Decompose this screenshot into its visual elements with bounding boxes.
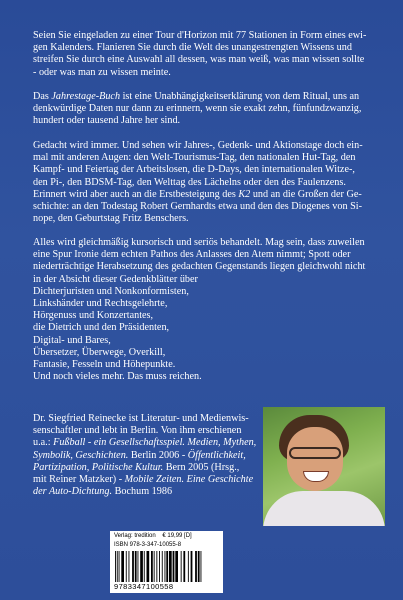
text-line: hundert oder tausend Jahre her sind. bbox=[33, 115, 181, 127]
barcode-bar bbox=[156, 551, 157, 582]
barcode-bar bbox=[126, 551, 127, 582]
publisher-price-line: Verlag: tredition € 19,99 [D] bbox=[114, 533, 192, 539]
barcode-bars bbox=[115, 551, 218, 582]
text-line: u.a.: Fußball - ein Gesellschaftsspiel. Medien, Mythen, bbox=[33, 437, 257, 449]
text-line: Übersetzer, Überwege, Overkill, bbox=[33, 346, 166, 358]
barcode-bar bbox=[162, 551, 163, 582]
barcode-bar bbox=[135, 551, 137, 582]
text-line: schichte: an den Todestag Robert Gernhardts etwa und den des Diogenes von Si- bbox=[33, 200, 362, 212]
barcode-bar bbox=[140, 551, 143, 582]
barcode-bar bbox=[115, 551, 116, 582]
barcode-bar bbox=[117, 551, 118, 582]
barcode-bar bbox=[173, 551, 175, 582]
gedacht-paragraph bbox=[33, 140, 378, 225]
text-line: Seien Sie eingeladen zu einer Tour d'Horizon mit 77 Stationen in Form eines ewi- bbox=[33, 30, 367, 41]
barcode-bar bbox=[147, 551, 150, 582]
text-line: streifen Sie durch eine Auswahl all dessen, was man weiß, was man wissen sollte bbox=[33, 54, 365, 66]
barcode-bar bbox=[121, 551, 124, 582]
barcode-bar bbox=[138, 551, 139, 582]
text-line: Und noch vieles mehr. Das muss reichen. bbox=[33, 371, 202, 383]
barcode-label bbox=[110, 531, 223, 593]
author-bio bbox=[33, 413, 263, 498]
text-line: Digital- und Bares, bbox=[33, 334, 111, 346]
barcode-bar bbox=[132, 551, 134, 582]
barcode-bar bbox=[183, 551, 185, 582]
barcode-bar bbox=[159, 551, 160, 582]
barcode-bar bbox=[151, 551, 153, 582]
barcode-bar bbox=[198, 551, 200, 582]
text-line: in der Absicht dieser Gedenkblätter über bbox=[33, 273, 198, 285]
barcode-bar bbox=[129, 551, 130, 582]
text-line: Symbolik, Geschichten. Berlin 2006 - Öffentlichkeit, bbox=[33, 449, 246, 461]
isbn-line: ISBN 978-3-347-10055-8 bbox=[114, 542, 182, 548]
text-line: niederträchtige Herabsetzung des gedachten Gegenstands liegen gleichwohl nicht bbox=[33, 261, 366, 273]
barcode-bar bbox=[119, 551, 120, 582]
photo-glasses bbox=[289, 447, 341, 459]
barcode-bar bbox=[201, 551, 202, 582]
text-line: Das Jahrestage-Buch ist eine Unabhängigkeitserklärung von dem Ritual, uns an bbox=[33, 91, 360, 102]
text-line: Gedacht wird immer. Und sehen wir Jahres-, Gedenk- und Aktionstage doch ein- bbox=[33, 140, 363, 151]
text-line: senschaftler und lebt in Berlin. Von ihm erschienen bbox=[33, 425, 242, 437]
barcode-bar bbox=[154, 551, 155, 582]
barcode-bar bbox=[175, 551, 178, 582]
text-line: den Pi-, den BDSM-Tag, den Welttag des Lächelns oder den des Faulenzens. bbox=[33, 176, 346, 188]
text-line: Fantasie, Fesseln und Höhepunkte. bbox=[33, 358, 176, 370]
text-line: die Dietrich und den Präsidenten, bbox=[33, 322, 170, 334]
text-line: Dr. Siegfried Reinecke ist Literatur- und Medienwis- bbox=[33, 413, 249, 424]
barcode-bar bbox=[191, 551, 193, 582]
barcode-bar bbox=[165, 551, 166, 582]
barcode-bar bbox=[166, 551, 168, 582]
text-line: Erinnert wird aber auch an die Erstbesteigung des K2 und an die Großen der Ge- bbox=[33, 188, 362, 200]
text-line: der Auto-Dichtung. Bochum 1986 bbox=[33, 486, 173, 498]
text-line: nope, den Geburtstag Fritz Benschers. bbox=[33, 213, 189, 225]
barcode-number: 9783347100558 bbox=[114, 582, 174, 591]
text-line: Dichterjuristen und Nonkonformisten, bbox=[33, 285, 189, 297]
barcode-bar bbox=[188, 551, 189, 582]
jahrestage-paragraph bbox=[33, 91, 378, 128]
text-line: mit Reiner Matzker) - Mobile Zeiten. Eine Geschichte bbox=[33, 473, 254, 485]
text-line: Kampf- und Feiertag der Arbeitslosen, die D-Days, den internationalen Witze-, bbox=[33, 164, 355, 176]
barcode-bar bbox=[144, 551, 145, 582]
text-line: - oder was man zu wissen meinte. bbox=[33, 66, 171, 78]
barcode-bar bbox=[169, 551, 172, 582]
text-line: eine Spur Ironie dem echten Pathos des Anlasses den Atem nimmt; Spott oder bbox=[33, 249, 351, 261]
author-photo bbox=[263, 407, 385, 526]
text-line: mal mit anderen Augen: den Welt-Tourismus-Tag, den nationalen Hut-Tag, den bbox=[33, 152, 356, 164]
text-line: Alles wird gleichmäßig kursorisch und seriös behandelt. Mag sein, dass zuweilen bbox=[33, 237, 365, 248]
barcode-bar bbox=[181, 551, 182, 582]
text-line: denkwürdige Daten nur dann zu erinnern, wenn sie exakt zehn, fünfundzwanzig, bbox=[33, 103, 362, 115]
text-line: Partizipation, Politische Kultur. Bern 2005 (Hrsg., bbox=[33, 461, 240, 473]
barcode-bar bbox=[195, 551, 197, 582]
text-line: gen Kalenders. Flanieren Sie durch die Welt des unangestrengten Wissens und bbox=[33, 42, 352, 54]
photo-shirt bbox=[263, 491, 385, 526]
intro-paragraph bbox=[33, 30, 378, 79]
text-line: Hörgenuss und Konzertantes, bbox=[33, 310, 154, 322]
alles-paragraph bbox=[33, 237, 378, 383]
text-line: Linkshänder und Rechtsgelehrte, bbox=[33, 297, 168, 309]
